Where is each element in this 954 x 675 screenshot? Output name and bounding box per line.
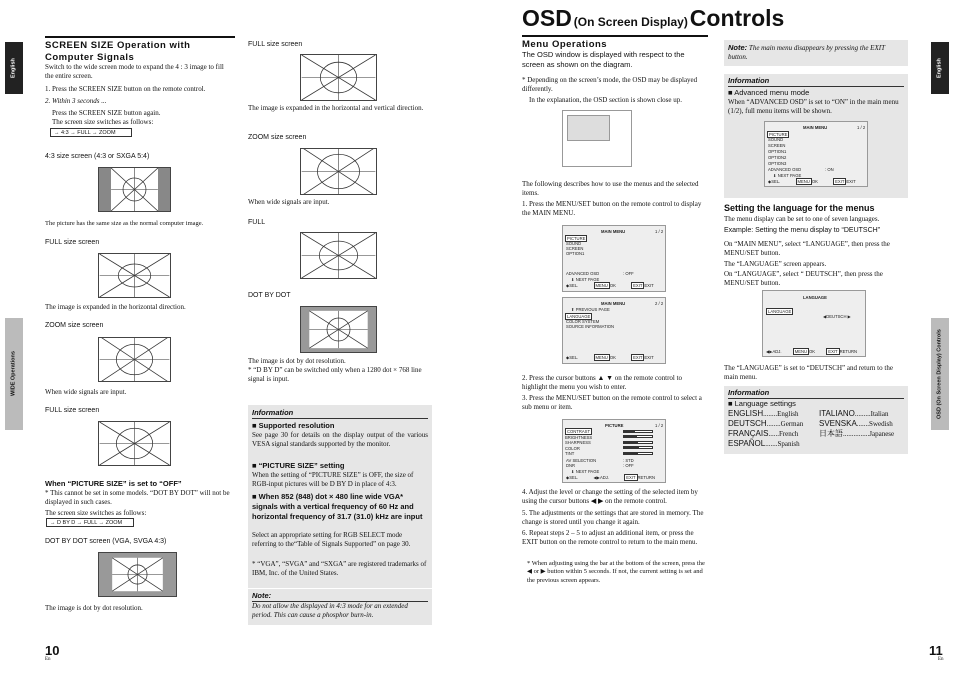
picture-menu-panel [562, 419, 666, 483]
off-note: * This cannot be set in some models. “DOT BY DOT” will not be displayed in such cases. [45, 489, 230, 507]
menu-page: 1 / 2 [655, 423, 664, 428]
lang-p6: The “LANGUAGE” is set to “DEUTSCH” and return to the main menu. [724, 364, 893, 382]
language-row: SVENSKA.......Swedish [819, 419, 893, 428]
desc-dot-by-dot: The image is dot by dot resolution. [45, 604, 143, 612]
info-p4: * “VGA”, “SVGA” and “SXGA” are registered trademarks of IBM, Inc. of the United States. [252, 560, 427, 578]
info-title: Information [728, 388, 904, 399]
info-p1: See page 30 for details on the display output of the various VESA signal standards supported by the monitor. [252, 431, 428, 449]
note-title: Note: [728, 43, 748, 52]
menu-value: : ON [825, 167, 834, 172]
exit-icon: EXIT [633, 355, 643, 360]
desc-full: The image is expanded in the horizontal direction. [45, 303, 186, 311]
info-h3: ■ When 852 (848) dot × 480 line wide VGA* signals with a vertical frequency of 60 Hz and horizontal frequency of 31.7 (31.0) kHz are input [252, 492, 423, 521]
menu-title: MAIN MENU [601, 301, 626, 306]
menu-item-sharpness[interactable]: SHARPNESS [565, 440, 663, 445]
language-row: 日本語...............Japanese [819, 429, 895, 438]
menu-next-page[interactable]: ⬇ NEXT PAGE [773, 173, 802, 178]
level-bar[interactable] [623, 435, 653, 438]
step-r6: 6. Repeat steps 2 – 5 to adjust an additional item, or press the EXIT button on the remote control to return to the main menu. [522, 529, 698, 547]
level-bar[interactable] [623, 430, 653, 433]
menu-previous-page[interactable]: ⬆ PREVIOUS PAGE [571, 307, 610, 312]
page-sub-left: En [45, 657, 51, 662]
menu-item-brightness[interactable]: BRIGHTNESS [565, 435, 663, 440]
mid-desc-zoom: When wide signals are input. [248, 198, 330, 206]
mid-desc-full: The image is expanded in the horizontal and vertical direction. [248, 104, 424, 112]
language-list-1 [728, 409, 812, 449]
step-2a: Press the SCREEN SIZE button again. [52, 109, 161, 117]
thumb-dot-by-dot [98, 552, 177, 597]
menu-footer: ◆SEL. MENU OK EXIT EXIT [768, 179, 856, 184]
size-sequence-2: → D BY D → FULL → ZOOM [46, 518, 134, 527]
tab-english-left: English [5, 42, 23, 94]
language-row: ESPAÑOL.......Spanish [728, 439, 800, 448]
menu-item-sound[interactable]: SOUND [566, 241, 582, 246]
step-2: 2. Within 3 seconds ... [45, 97, 107, 105]
info-box-left [248, 405, 432, 588]
info-heading: ■ Language settings [728, 399, 796, 408]
menu-item-picture[interactable]: PICTURE [567, 236, 586, 241]
menu-page: 1 / 2 [655, 229, 664, 234]
menu-item-screen[interactable]: SCREEN [768, 143, 786, 148]
menu-ops-intro: The OSD window is displayed with respect to the screen as shown on the diagram. [522, 50, 685, 69]
menu-next-page[interactable]: ⬇ NEXT PAGE [571, 469, 600, 474]
level-bar[interactable] [623, 441, 653, 444]
step-r4: 4. Adjust the level or change the setting of the selected item by using the cursor buttons ◀ ▶ on the remote control. [522, 488, 698, 506]
info-title: Information [728, 76, 904, 87]
page-title: OSD (On Screen Display) Controls [522, 5, 785, 31]
info-box-language [724, 386, 908, 454]
step-r3: 3. Press the MENU/SET button on the remote control to select a sub menu or item. [522, 394, 702, 412]
menu-item-advanced-osd[interactable]: ADVANCED OSD [566, 271, 600, 276]
language-row: ENGLISH........English [728, 409, 799, 418]
info-heading: ■ Advanced menu mode [728, 88, 810, 97]
menu-item-source-information[interactable]: SOURCE INFORMATION [566, 324, 615, 329]
mid-thumb-zoom [300, 148, 377, 195]
menu-item-sound[interactable]: SOUND [768, 137, 784, 142]
caption-43: 4:3 size screen (4:3 or SXGA 5:4) [45, 153, 150, 160]
desc-zoom: When wide signals are input. [45, 388, 127, 396]
heading-menu-operations: Menu Operations [522, 39, 608, 50]
size-sequence-1: → 4:3 → FULL → ZOOM [50, 128, 132, 137]
note-box-right [724, 40, 908, 66]
menu-item-contrast[interactable]: CONTRAST [565, 429, 663, 434]
how-to-text: The following describes how to use the menus and the selected items. [522, 180, 699, 198]
page-number-left: 10 [45, 643, 60, 658]
language-row: DEUTSCH........German [728, 419, 804, 428]
note-title: Note: [252, 591, 428, 602]
main-menu-2-panel [562, 297, 666, 364]
info-p3: Select an appropriate setting for RGB SELECT mode referring to the“Table of Signals Supported” on page 30. [252, 531, 411, 549]
menu-set-icon: MENU [595, 283, 608, 288]
rule [45, 36, 235, 38]
menu-set-icon: MENU [797, 179, 810, 184]
thumb-full-2 [98, 421, 171, 466]
thumb-43 [98, 167, 171, 212]
menu-value: : STD [623, 458, 634, 463]
exit-icon: EXIT [835, 179, 845, 184]
tab-wide-operations: WIDE Operations [5, 318, 23, 430]
menu-value: : OFF [623, 271, 634, 276]
exit-icon: EXIT [626, 475, 636, 480]
menu-item-language[interactable]: LANGUAGE [768, 309, 792, 314]
step-r1: 1. Press the MENU/SET button on the remote control to display the MAIN MENU. [522, 200, 702, 218]
info-box-right [724, 74, 908, 198]
exit-icon: EXIT [828, 349, 838, 354]
menu-page: 1 / 2 [857, 125, 866, 130]
menu-ops-note2: In the explanation, the OSD section is shown close up. [529, 96, 683, 104]
info-text: When “ADVANCED OSD” is set to “ON” in the main menu (1/2), full menu items will be shown. [728, 98, 899, 116]
lang-p4: The “LANGUAGE” screen appears. [724, 260, 827, 268]
page-sub-right: En [938, 657, 944, 662]
language-row: ITALIANO.........Italian [819, 409, 889, 418]
note-text: The main menu disappears by pressing the EXIT button. [728, 44, 885, 62]
language-list-2 [819, 409, 905, 439]
step-2b: The screen size switches as follows: [52, 118, 154, 126]
tab-osd-controls: OSD (On Screen Display) Controls [931, 318, 949, 430]
rule [522, 35, 708, 37]
menu-item-tint[interactable]: TINT [565, 451, 663, 456]
level-bar[interactable] [623, 446, 653, 449]
mid-thumb-dot-by-dot [300, 306, 377, 353]
caption-dot-by-dot: DOT BY DOT screen (VGA, SVGA 4:3) [45, 538, 167, 545]
menu-set-icon: MENU [595, 355, 608, 360]
mid-note-dot-by-dot: * “D BY D” can be switched only when a 1280 dot × 768 line signal is input. [248, 366, 422, 384]
main-menu-1-panel [562, 225, 666, 292]
menu-value: : OFF [623, 463, 634, 468]
menu-item-option3[interactable]: OPTION3 [768, 161, 787, 166]
lang-p1: The menu display can be set to one of seven languages. [724, 215, 880, 223]
caption-full-2: FULL size screen [45, 407, 100, 414]
caption-full: FULL size screen [45, 239, 100, 246]
info-h1: ■ Supported resolution [252, 421, 335, 430]
step-1: 1. Press the SCREEN SIZE button on the remote control. [45, 85, 206, 93]
mid-thumb-full [300, 54, 377, 101]
off-switch: The screen size switches as follows: [45, 509, 147, 517]
intro-text: Switch to the wide screen mode to expand the 4 : 3 image to fill the entire screen. [45, 63, 224, 81]
step-r2: 2. Press the cursor buttons ▲ ▼ on the remote control to highlight the menu you wish to enter. [522, 374, 683, 392]
heading-picture-size-off: When “PICTURE SIZE” is set to “OFF” [45, 479, 182, 488]
menu-item-color-system[interactable]: COLOR SYSTEM [566, 319, 600, 324]
lang-p2: Example: Setting the menu display to “DEUTSCH” [724, 227, 881, 234]
mid-thumb-full-2 [300, 232, 377, 279]
language-selector[interactable]: ◀DEUTSCH ▶ [823, 314, 851, 319]
menu-footer: ◆SEL. MENU OK EXIT EXIT [566, 283, 654, 288]
caption-zoom: ZOOM size screen [45, 322, 104, 329]
lang-p3: On “MAIN MENU”, select “LANGUAGE”, then press the MENU/SET button. [724, 240, 890, 258]
menu-item-color[interactable]: COLOR [565, 446, 663, 451]
menu-set-icon: MENU [794, 349, 808, 354]
mid-caption-full-2: FULL [248, 219, 266, 226]
desc-43: The picture has the same size as the normal computer image. [45, 220, 204, 227]
mid-caption-full: FULL size screen [248, 41, 303, 48]
exit-icon: EXIT [633, 283, 643, 288]
menu-next-page[interactable]: ⬇ NEXT PAGE [571, 277, 600, 282]
menu-item-dnr[interactable]: DNR [566, 463, 576, 468]
menu-ops-note: * Depending on the screen’s mode, the OSD may be displayed differently. [522, 76, 698, 94]
page-number-right: 11 [929, 643, 943, 658]
menu-item-screen[interactable]: SCREEN [566, 246, 584, 251]
mid-caption-dot-by-dot: DOT BY DOT [248, 292, 291, 299]
info-p2: When the setting of “PICTURE SIZE” is OFF, the size of RGB-input pictures will be D BY D in place of 4:3. [252, 471, 414, 489]
menu-item-advanced-osd[interactable]: ADVANCED OSD [768, 167, 802, 172]
menu-item-language[interactable]: LANGUAGE [567, 314, 591, 319]
cross-icon [99, 168, 170, 211]
info-h2: ■ “PICTURE SIZE” setting [252, 461, 345, 470]
heading-screen-size: SCREEN SIZE Operation with Computer Signals [45, 40, 191, 64]
menu-item-picture[interactable]: PICTURE [769, 132, 788, 137]
note-text: Do not allow the displayed in 4:3 mode for an extended period. This can cause a phosphor burn-in. [252, 602, 408, 620]
thumb-full [98, 253, 171, 298]
menu-item-option2[interactable]: OPTION2 [768, 155, 787, 160]
menu-title: LANGUAGE [803, 295, 827, 300]
info-title: Information [252, 408, 428, 419]
menu-footer: ◆SEL. ◀▶ADJ. EXIT RETURN [566, 475, 655, 480]
menu-footer: ◀▶ADJ. MENU OK EXIT RETURN [766, 349, 858, 354]
menu-item-av-selection[interactable]: AV SELECTION [566, 458, 597, 463]
tab-english-right: English [931, 42, 949, 94]
menu-title: MAIN MENU [601, 229, 626, 234]
step-r-note: * When adjusting using the bar at the bottom of the screen, press the ◀ or ▶ button within 5 seconds. If not, the current setting is set and the previous screen appears. [527, 560, 705, 584]
menu-item-option1[interactable]: OPTION1 [566, 251, 585, 256]
thumb-zoom [98, 337, 171, 382]
menu-title: PICTURE [605, 423, 624, 428]
language-row: FRANÇAIS......French [728, 429, 799, 438]
level-bar[interactable] [623, 452, 653, 455]
step-r5: 5. The adjustments or the settings that are stored in memory. The change is stored until you change it again. [522, 509, 704, 527]
heading-setting-language: Setting the language for the menus [724, 203, 875, 213]
mid-caption-zoom: ZOOM size screen [248, 134, 307, 141]
advanced-menu-panel [764, 121, 868, 187]
menu-title: MAIN MENU [803, 125, 828, 130]
lang-p5: On “LANGUAGE”, select “ DEUTSCH”, then press the MENU/SET button. [724, 270, 883, 288]
osd-screen-diagram [562, 110, 632, 167]
menu-footer: ◆SEL. MENU OK EXIT EXIT [566, 355, 654, 360]
note-box-left [248, 589, 432, 625]
menu-item-option1[interactable]: OPTION1 [768, 149, 787, 154]
mid-desc-dot-by-dot: The image is dot by dot resolution. [248, 357, 346, 365]
menu-page: 2 / 2 [655, 301, 664, 306]
language-menu-panel [762, 290, 866, 357]
